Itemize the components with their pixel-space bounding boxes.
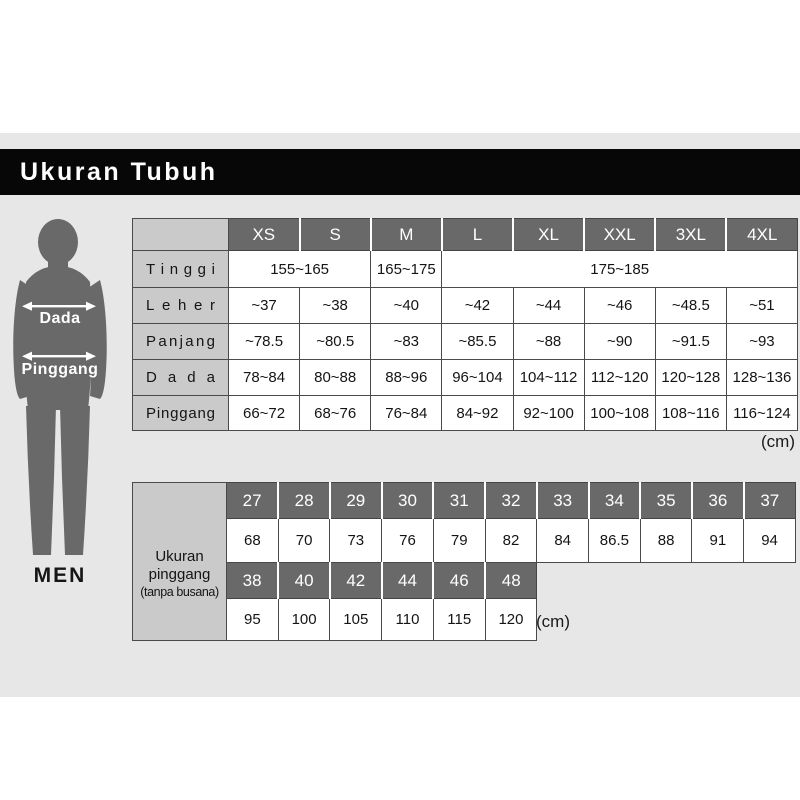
row-label-char: a	[167, 369, 177, 386]
waist-size-header: 35	[640, 483, 692, 519]
waist-cm-cell: 105	[330, 599, 382, 641]
value-cell: ~37	[229, 288, 300, 324]
row-label-char: e	[194, 297, 203, 314]
row-label-char: g	[183, 260, 193, 278]
value-cell: ~46	[584, 288, 655, 324]
value-cell: 112~120	[584, 360, 655, 396]
row-label-text	[133, 297, 228, 314]
row-label-char: a	[158, 333, 167, 350]
value-cell: 175~185	[442, 251, 798, 288]
value-cell: ~93	[726, 324, 797, 360]
value-cell: 84~92	[442, 396, 513, 431]
waist-cm-cell: 82	[485, 519, 537, 563]
value-cell: ~51	[726, 288, 797, 324]
waist-size-header: 40	[278, 563, 330, 599]
waist-size-header: 46	[433, 563, 485, 599]
waist-cm-cell: 88	[640, 519, 692, 563]
waist-size-header: 44	[382, 563, 434, 599]
waist-label-line-2: pinggang	[148, 566, 211, 583]
value-cell: 100~108	[584, 396, 655, 431]
value-cell: ~38	[300, 288, 371, 324]
waist-cm-cell: 73	[330, 519, 382, 563]
waist-cm-cell: 100	[278, 599, 330, 641]
empty-area	[537, 563, 796, 599]
row-label-char: n	[168, 333, 178, 350]
waist-label-line-3: (tanpa busana)	[140, 585, 219, 599]
value-cell: 104~112	[513, 360, 584, 396]
waist-size-header-row	[133, 483, 796, 519]
size-column-header: S	[300, 219, 371, 251]
waist-size-header: 32	[485, 483, 537, 519]
row-label-char: j	[179, 333, 183, 350]
waist-size-table	[132, 482, 796, 641]
waist-table-label	[133, 483, 227, 641]
waist-cm-cell: 76	[382, 519, 434, 563]
waist-cm-row	[133, 519, 796, 563]
value-cell: 120~128	[655, 360, 726, 396]
row-label-char: e	[162, 297, 171, 314]
row-label-char: g	[170, 404, 179, 422]
size-column-header: 4XL	[726, 219, 797, 251]
waist-size-header: 37	[744, 483, 796, 519]
measurement-row	[133, 396, 798, 431]
waist-size-header: 36	[692, 483, 744, 519]
chest-measure-label: Dada	[39, 310, 81, 327]
waist-cm-cell: 70	[278, 519, 330, 563]
value-cell: 155~165	[229, 251, 371, 288]
row-label-char: n	[197, 404, 206, 422]
row-label-char: P	[146, 333, 157, 350]
body-size-table	[132, 218, 798, 431]
row-label-char: g	[197, 260, 206, 278]
waist-cm-cell: 84	[537, 519, 589, 563]
value-cell: 96~104	[442, 360, 513, 396]
row-label-char: a	[188, 404, 197, 422]
waist-cm-cell: 79	[433, 519, 485, 563]
waist-size-header: 34	[589, 483, 641, 519]
waist-cm-cell: 95	[227, 599, 279, 641]
row-label-char: i	[211, 260, 215, 278]
value-cell: 88~96	[371, 360, 442, 396]
waist-cm-cell: 115	[433, 599, 485, 641]
waist-cm-cell: 94	[744, 519, 796, 563]
row-label-char: i	[160, 260, 165, 278]
size-column-header: L	[442, 219, 513, 251]
waist-size-header: 42	[330, 563, 382, 599]
title-bar	[0, 149, 800, 195]
waist-size-table-unit: (cm)	[536, 612, 570, 631]
empty-area	[537, 599, 796, 641]
row-label-char: a	[185, 333, 194, 350]
value-cell: 78~84	[229, 360, 300, 396]
row-label-char: D	[146, 369, 157, 386]
page-title: Ukuran Tubuh	[20, 157, 218, 186]
value-cell: 165~175	[371, 251, 442, 288]
value-cell: ~44	[513, 288, 584, 324]
men-figure-silhouette	[6, 218, 114, 558]
waist-size-header: 33	[537, 483, 589, 519]
row-label	[133, 324, 229, 360]
row-label	[133, 360, 229, 396]
row-label-char: n	[169, 260, 179, 278]
waist-size-header: 30	[382, 483, 434, 519]
waist-size-header-row-2	[133, 563, 796, 599]
value-cell: ~88	[513, 324, 584, 360]
waist-cm-cell: 91	[692, 519, 744, 563]
row-label-char: h	[178, 297, 187, 314]
corner-cell	[133, 219, 229, 251]
value-cell: 68~76	[300, 396, 371, 431]
waist-size-header: 29	[330, 483, 382, 519]
value-cell: ~40	[371, 288, 442, 324]
value-cell: ~48.5	[655, 288, 726, 324]
waist-size-header: 31	[433, 483, 485, 519]
waist-cm-row-2	[133, 599, 796, 641]
waist-cm-cell: 86.5	[589, 519, 641, 563]
measurement-row	[133, 360, 798, 396]
size-column-header: XS	[229, 219, 300, 251]
value-cell: ~80.5	[300, 324, 371, 360]
waist-cm-cell: 110	[382, 599, 434, 641]
size-column-header: M	[371, 219, 442, 251]
row-label-text	[133, 405, 228, 422]
size-header-row	[133, 219, 798, 251]
value-cell: 76~84	[371, 396, 442, 431]
row-label-char: g	[206, 333, 215, 350]
row-label-char: T	[146, 260, 156, 278]
value-cell: 128~136	[726, 360, 797, 396]
value-cell: ~91.5	[655, 324, 726, 360]
body-size-table-unit: (cm)	[761, 432, 795, 451]
waist-cm-cell: 68	[227, 519, 279, 563]
waist-size-header: 48	[485, 563, 537, 599]
value-cell: ~42	[442, 288, 513, 324]
value-cell: ~85.5	[442, 324, 513, 360]
row-label-text	[133, 261, 228, 278]
measurement-row	[133, 251, 798, 288]
value-cell: 66~72	[229, 396, 300, 431]
value-cell: 92~100	[513, 396, 584, 431]
row-label-char: L	[146, 297, 155, 314]
row-label-char: g	[206, 404, 215, 422]
row-label-char: r	[210, 297, 215, 314]
value-cell: 80~88	[300, 360, 371, 396]
row-label-char: n	[195, 333, 205, 350]
waist-size-header: 38	[227, 563, 279, 599]
row-label-char: a	[206, 369, 215, 386]
waist-size-header: 27	[227, 483, 279, 519]
size-column-header: XL	[513, 219, 584, 251]
waist-label-line-1: Ukuran	[155, 548, 204, 565]
measurement-row	[133, 324, 798, 360]
value-cell: 116~124	[726, 396, 797, 431]
row-label-char: i	[156, 404, 161, 422]
row-label	[133, 251, 229, 288]
row-label	[133, 288, 229, 324]
size-column-header: 3XL	[655, 219, 726, 251]
man-body-icon	[6, 218, 114, 558]
waist-size-header: 28	[278, 483, 330, 519]
row-label-text	[133, 369, 228, 386]
gender-label: MEN	[33, 564, 87, 587]
size-column-header: XXL	[584, 219, 655, 251]
value-cell: 108~116	[655, 396, 726, 431]
row-label-text	[133, 333, 228, 350]
waist-cm-cell: 120	[485, 599, 537, 641]
measurement-row	[133, 288, 798, 324]
waist-measure-label: Pinggang	[21, 361, 99, 378]
row-label-char: n	[160, 404, 170, 422]
row-label-char: g	[179, 404, 188, 422]
value-cell: ~83	[371, 324, 442, 360]
row-label	[133, 396, 229, 431]
value-cell: ~90	[584, 324, 655, 360]
row-label-char: P	[146, 404, 157, 422]
row-label-char: d	[187, 369, 196, 386]
value-cell: ~78.5	[229, 324, 300, 360]
